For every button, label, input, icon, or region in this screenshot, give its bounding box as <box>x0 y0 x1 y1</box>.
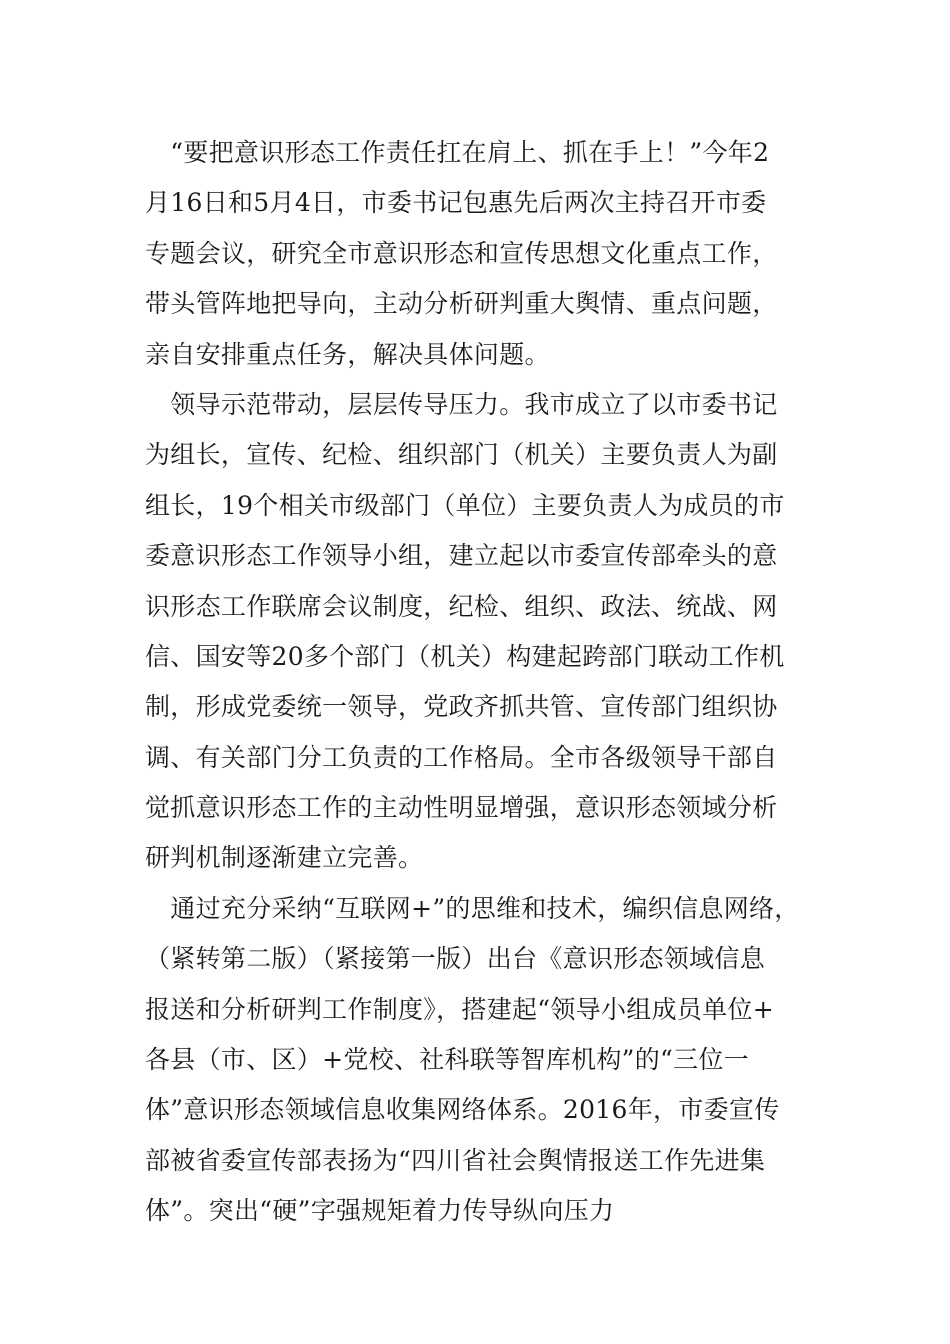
text-line: 各县（市、区）+党校、社科联等智库机构”的“三位一 <box>145 1045 750 1075</box>
text-line: 体”。突出“硬”字强规矩着力传导纵向压力 <box>145 1196 615 1226</box>
text-line: 识形态工作联席会议制度，纪检、组织、政法、统战、网 <box>145 591 778 621</box>
text-line: 为组长，宣传、纪检、组织部门（机关）主要负责人为副 <box>145 440 778 470</box>
text-line: 报送和分析研判工作制度》，搭建起“领导小组成员单位+ <box>145 994 775 1024</box>
text-line: 研判机制逐渐建立完善。 <box>145 843 424 873</box>
text-line: 组长，19个相关市级部门（单位）主要负责人为成员的市 <box>145 490 785 520</box>
text-line: （紧转第二版）（紧接第一版）出台《意识形态领域信息 <box>145 944 766 974</box>
document-body <box>145 128 815 1237</box>
paragraph-2 <box>145 380 815 884</box>
text-line: 觉抓意识形态工作的主动性明显增强，意识形态领域分析 <box>145 793 778 823</box>
text-line: 制，形成党委统一领导，党政齐抓共管、宣传部门组织协 <box>145 692 778 722</box>
paragraph-3 <box>145 884 815 1237</box>
text-line: 部被省委宣传部表扬为“四川省社会舆情报送工作先进集 <box>145 1145 766 1175</box>
text-line: 信、国安等20多个部门（机关）构建起跨部门联动工作机 <box>145 641 785 671</box>
text-line: 专题会议，研究全市意识形态和宣传思想文化重点工作， <box>145 238 778 268</box>
text-line: 体”意识形态领域信息收集网络体系。2016年，市委宣传 <box>145 1095 780 1125</box>
text-line: 月16日和5月4日，市委书记包惠先后两次主持召开市委 <box>145 188 767 218</box>
text-line: 领导示范带动，层层传导压力。我市成立了以市委书记 <box>145 389 778 419</box>
text-line: 亲自安排重点任务，解决具体问题。 <box>145 339 550 369</box>
text-line: 带头管阵地把导向，主动分析研判重大舆情、重点问题， <box>145 289 778 319</box>
text-line: 调、有关部门分工负责的工作格局。全市各级领导干部自 <box>145 742 778 772</box>
text-line: 委意识形态工作领导小组，建立起以市委宣传部牵头的意 <box>145 541 778 571</box>
paragraph-1 <box>145 128 815 380</box>
text-line: 通过充分采纳“互联网+”的思维和技术，编织信息网络， <box>145 893 800 923</box>
text-line: “要把意识形态工作责任扛在肩上、抓在手上！”今年2 <box>145 138 770 167</box>
